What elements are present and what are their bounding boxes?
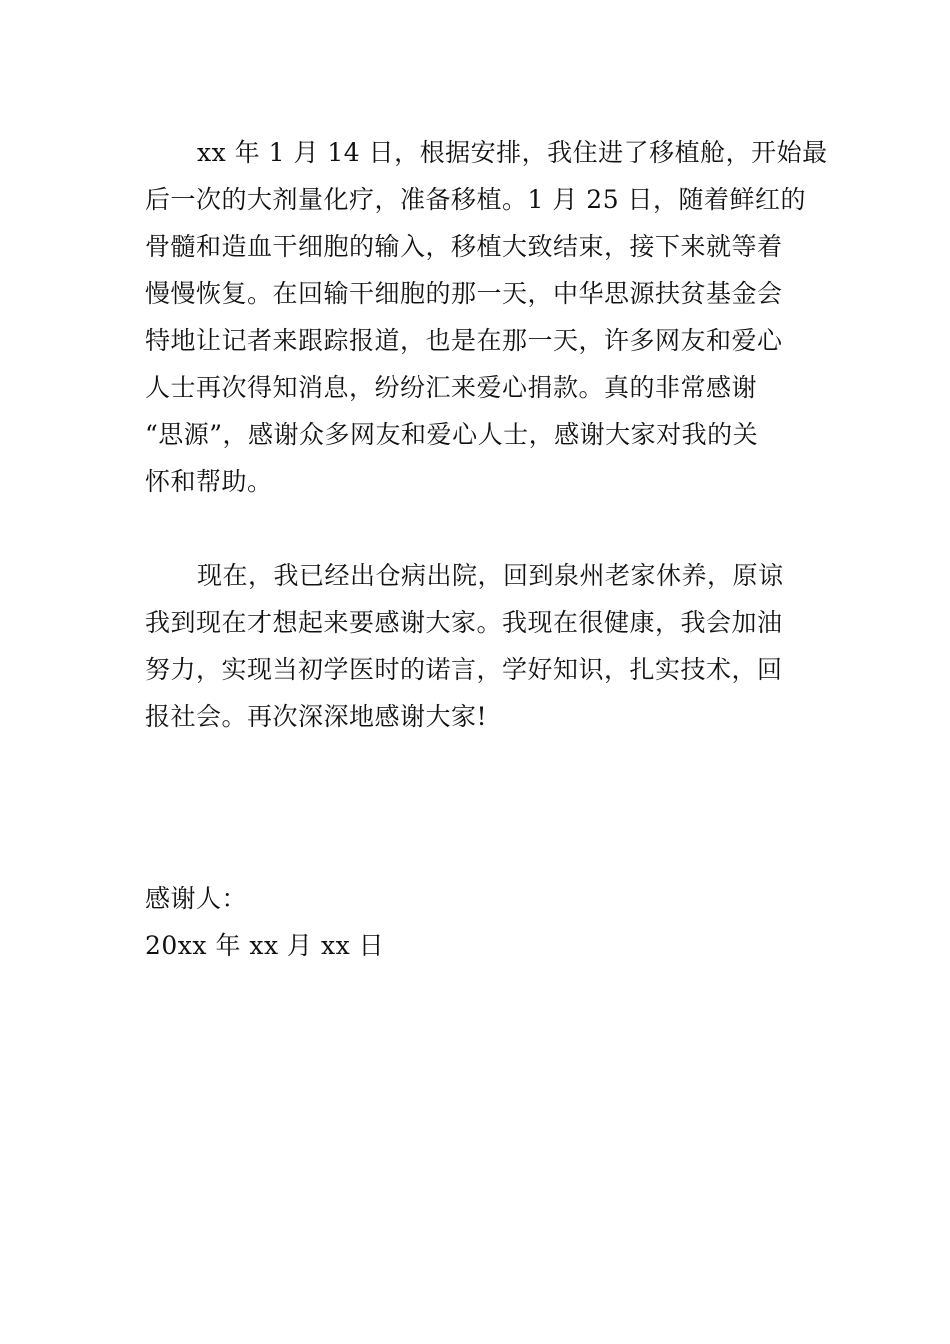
signoff-block <box>145 875 545 969</box>
paragraph-line: 特地让记者来跟踪报道，也是在那一天，许多网友和爱心 <box>145 326 783 355</box>
thanker-label: 感谢人： <box>145 884 248 913</box>
paragraph-line: 现在，我已经出仓病出院，回到泉州老家休养，原谅 <box>197 561 784 590</box>
paragraph-line: xx 年 1 月 14 日，根据安排，我住进了移植舱，开始最 <box>197 138 828 167</box>
letter-body <box>145 129 828 740</box>
paragraph-line: “思源”，感谢众多网友和爱心人士，感谢大家对我的关 <box>145 420 759 449</box>
paragraph-line: 骨髓和造血干细胞的输入，移植大致结束，接下来就等着 <box>145 232 783 261</box>
paragraph-2 <box>145 552 805 740</box>
paragraph-line: 后一次的大剂量化疗，准备移植。1 月 25 日，随着鲜红的 <box>145 185 807 214</box>
paragraph-line: 报社会。再次深深地感谢大家! <box>145 702 488 731</box>
paragraph-1 <box>145 129 828 505</box>
paragraph-line: 怀和帮助。 <box>145 467 273 496</box>
paragraph-line: 努力，实现当初学医时的诺言，学好知识，扎实技术，回 <box>145 655 783 684</box>
signoff-date: 20xx 年 xx 月 xx 日 <box>145 931 385 960</box>
paragraph-line: 人士再次得知消息，纷纷汇来爱心捐款。真的非常感谢 <box>145 373 758 402</box>
paragraph-line: 慢慢恢复。在回输干细胞的那一天，中华思源扶贫基金会 <box>145 279 783 308</box>
paragraph-line: 我到现在才想起来要感谢大家。我现在很健康，我会加油 <box>145 608 783 637</box>
